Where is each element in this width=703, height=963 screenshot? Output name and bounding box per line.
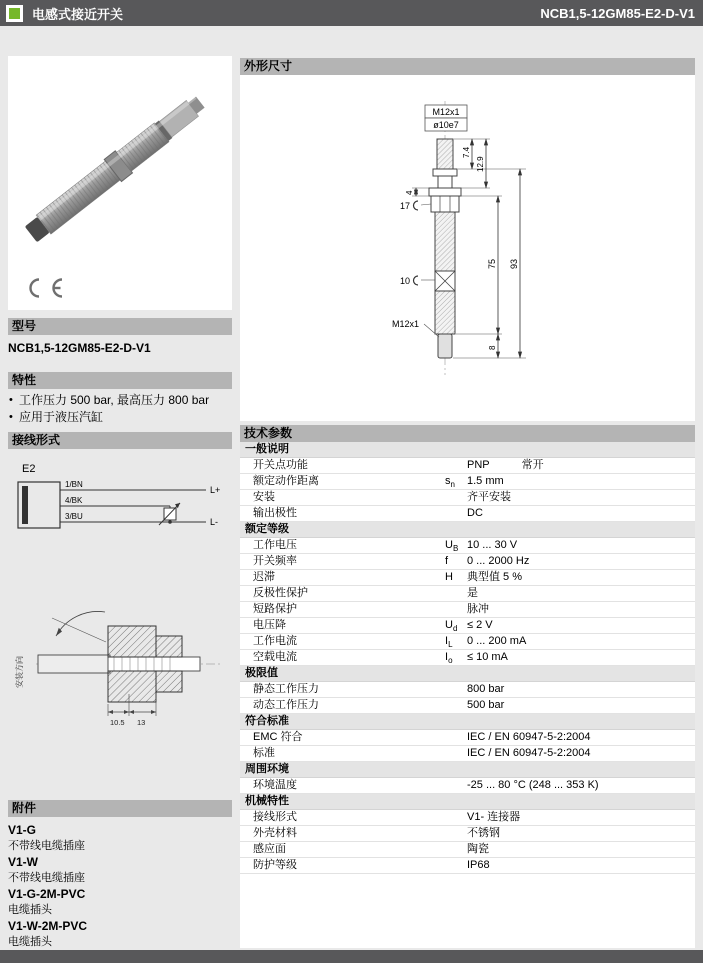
tech-table xyxy=(240,442,695,948)
tech-section-title: 机械特性 xyxy=(240,794,695,810)
tech-symbol xyxy=(445,698,467,713)
tech-label: 工作电流 xyxy=(253,635,297,647)
tech-value: 10 ... 30 V xyxy=(467,539,518,551)
tech-row xyxy=(240,554,695,570)
tech-symbol: $U_B$ xyxy=(445,539,459,554)
top-header-bar xyxy=(0,0,703,26)
tech-symbol xyxy=(445,602,467,617)
mount-dim-10-5: 10.5 xyxy=(110,718,125,727)
tech-label: 迟滞 xyxy=(253,571,275,583)
tech-section-title: 一般说明 xyxy=(240,442,695,458)
wrench-size-17: 17 xyxy=(400,201,411,211)
tech-value: 500 bar xyxy=(467,699,505,711)
accessory-desc: 不带线电缆插座 xyxy=(8,840,85,852)
tech-value: 脉冲 xyxy=(467,603,489,615)
accessory-name: V1-W-2M-PVC xyxy=(8,919,88,933)
tech-row xyxy=(240,538,695,554)
tech-value: 典型值 5 % xyxy=(467,571,523,583)
tech-value: 齐平安装 xyxy=(467,491,511,503)
tech-value: IEC / EN 60947-5-2:2004 xyxy=(467,731,591,743)
tech-row xyxy=(240,602,695,618)
dim-thread-top-label: M12x1 xyxy=(432,107,460,117)
tech-row xyxy=(240,826,695,842)
ce-mark-icon xyxy=(22,276,72,302)
wiring-diagram xyxy=(8,452,232,570)
tech-row xyxy=(240,730,695,746)
tech-label: 环境温度 xyxy=(253,779,297,791)
bottom-footer-bar xyxy=(0,950,703,963)
wiring-diagram-box xyxy=(8,452,232,570)
tech-value: 是 xyxy=(467,587,478,599)
tech-symbol: $U_d$ xyxy=(445,619,458,634)
tech-row xyxy=(240,490,695,506)
wrench-icon xyxy=(414,276,419,285)
dim-7-4: 7.4 xyxy=(462,146,471,158)
page-title: 电感式接近开关 xyxy=(32,6,124,22)
tech-value: ≤ 10 mA xyxy=(467,651,508,663)
tech-value: DC xyxy=(467,507,483,519)
tech-value: 800 bar xyxy=(467,683,505,695)
section-header-features: 特性 xyxy=(8,372,232,389)
tech-symbol xyxy=(445,778,467,793)
tech-row xyxy=(240,650,695,666)
wrench-icon xyxy=(414,201,419,210)
accessories-list xyxy=(8,822,232,950)
brand-green-square-icon xyxy=(9,8,20,19)
tech-value: 1.5 mm xyxy=(467,475,504,487)
tech-label: 标准 xyxy=(253,747,275,759)
tech-row xyxy=(240,570,695,586)
tech-symbol: $I_o$ xyxy=(445,651,453,666)
tech-symbol xyxy=(445,490,467,505)
tech-symbol: f xyxy=(445,555,449,567)
wire-label-1bn: 1/BN xyxy=(65,480,83,489)
tech-label: 感应面 xyxy=(253,843,286,855)
wire-label-4bk: 4/BK xyxy=(65,496,83,505)
tech-label: 动态工作压力 xyxy=(253,699,319,711)
features-list xyxy=(8,392,232,426)
tech-label: 工作电压 xyxy=(253,539,297,551)
tech-row xyxy=(240,810,695,826)
dim-4: 4 xyxy=(405,190,414,195)
product-photo-box xyxy=(8,56,232,310)
tech-section-title: 符合标准 xyxy=(240,714,695,730)
tech-symbol xyxy=(445,842,467,857)
tech-label: 外壳材料 xyxy=(253,827,297,839)
tech-label: 开关点功能 xyxy=(253,459,308,471)
tech-label: 电压降 xyxy=(253,619,286,631)
model-number: NCB1,5-12GM85-E2-D-V1 xyxy=(8,341,151,355)
mounting-drawing-box xyxy=(8,592,232,742)
tech-value: 陶瓷 xyxy=(467,843,489,855)
tech-symbol: H xyxy=(445,571,453,583)
tech-symbol xyxy=(445,506,467,521)
mounting-direction-label: 安装方向 xyxy=(15,656,24,688)
tech-value: 0 ... 200 mA xyxy=(467,635,527,647)
accessory-desc: 不带线电缆插座 xyxy=(8,872,85,884)
feature-item: • 工作压力 500 bar, 最高压力 800 bar xyxy=(8,392,232,409)
mounting-drawing xyxy=(8,592,232,742)
tech-value: IEC / EN 60947-5-2:2004 xyxy=(467,747,591,759)
tech-symbol xyxy=(445,458,467,473)
tech-value: ≤ 2 V xyxy=(467,619,493,631)
tech-section-title: 周围环境 xyxy=(240,762,695,778)
dim-8: 8 xyxy=(488,345,497,350)
tech-value: IP68 xyxy=(467,859,490,871)
tech-value: V1- 连接器 xyxy=(467,811,521,823)
tech-symbol xyxy=(445,858,467,873)
tech-symbol xyxy=(445,810,467,825)
dim-thread-bottom-label: M12x1 xyxy=(392,319,420,329)
tech-symbol: $s_n$ xyxy=(445,475,455,490)
section-header-dimensions: 外形尺寸 xyxy=(240,58,695,75)
tech-value: PNP 常开 xyxy=(467,459,544,471)
dimension-drawing-box xyxy=(240,75,695,421)
accessory-desc: 电缆插头 xyxy=(8,936,52,948)
brand-logo-icon xyxy=(6,5,23,22)
dim-93: 93 xyxy=(509,258,519,269)
tech-row xyxy=(240,682,695,698)
tech-label: 静态工作压力 xyxy=(253,683,319,695)
tech-value: 0 ... 2000 Hz xyxy=(467,555,530,567)
tech-label: 短路保护 xyxy=(253,603,297,615)
dim-diameter-label: ø10e7 xyxy=(433,120,459,130)
accessory-desc: 电缆插头 xyxy=(8,904,52,916)
wiring-type-label: E2 xyxy=(22,463,36,475)
tech-label: 开关频率 xyxy=(253,555,297,567)
tech-row xyxy=(240,586,695,602)
tech-label: 防护等级 xyxy=(253,859,297,871)
dim-75: 75 xyxy=(487,258,497,269)
section-header-connection: 接线形式 xyxy=(8,432,232,449)
tech-row xyxy=(240,618,695,634)
tech-value: -25 ... 80 °C (248 ... 353 K) xyxy=(467,779,599,791)
tech-symbol xyxy=(445,682,467,697)
wire-label-3bu: 3/BU xyxy=(65,512,83,521)
tech-label: 接线形式 xyxy=(253,811,297,823)
tech-symbol xyxy=(445,746,467,761)
tech-row xyxy=(240,474,695,490)
tech-row xyxy=(240,458,695,474)
accessory-name: V1-G xyxy=(8,823,37,837)
tech-section-title: 额定等级 xyxy=(240,522,695,538)
tech-value: 不锈钢 xyxy=(467,827,500,839)
accessory-name: V1-G-2M-PVC xyxy=(8,887,86,901)
section-header-model: 型号 xyxy=(8,318,232,335)
tech-symbol xyxy=(445,826,467,841)
tech-symbol: $I_L$ xyxy=(445,635,453,650)
wrench-size-10: 10 xyxy=(400,276,411,286)
tech-symbol xyxy=(445,730,467,745)
tech-label: 输出极性 xyxy=(253,507,297,519)
section-header-technical-data: 技术参数 xyxy=(240,425,695,442)
tech-row xyxy=(240,698,695,714)
section-header-accessories: 附件 xyxy=(8,800,232,817)
tech-label: EMC 符合 xyxy=(253,731,303,743)
tech-row xyxy=(240,634,695,650)
mount-dim-13: 13 xyxy=(137,718,146,727)
header-model-number: NCB1,5-12GM85-E2-D-V1 xyxy=(540,5,695,21)
tech-section-title: 极限值 xyxy=(240,666,695,682)
tech-label: 空载电流 xyxy=(253,651,297,663)
tech-row xyxy=(240,506,695,522)
terminal-l-plus: L+ xyxy=(210,485,221,495)
tech-label: 额定动作距离 xyxy=(253,475,319,487)
feature-item: • 应用于液压汽缸 xyxy=(8,409,232,426)
dim-12-9: 12.9 xyxy=(476,156,485,172)
tech-symbol xyxy=(445,586,467,601)
product-photo xyxy=(8,56,232,270)
tech-label: 反极性保护 xyxy=(253,587,308,599)
tech-row xyxy=(240,778,695,794)
tech-label: 安装 xyxy=(253,491,275,503)
tech-row xyxy=(240,842,695,858)
tech-row xyxy=(240,746,695,762)
dimension-drawing xyxy=(240,75,695,421)
tech-row xyxy=(240,858,695,874)
accessory-name: V1-W xyxy=(8,855,38,869)
terminal-l-minus: L- xyxy=(210,517,219,527)
